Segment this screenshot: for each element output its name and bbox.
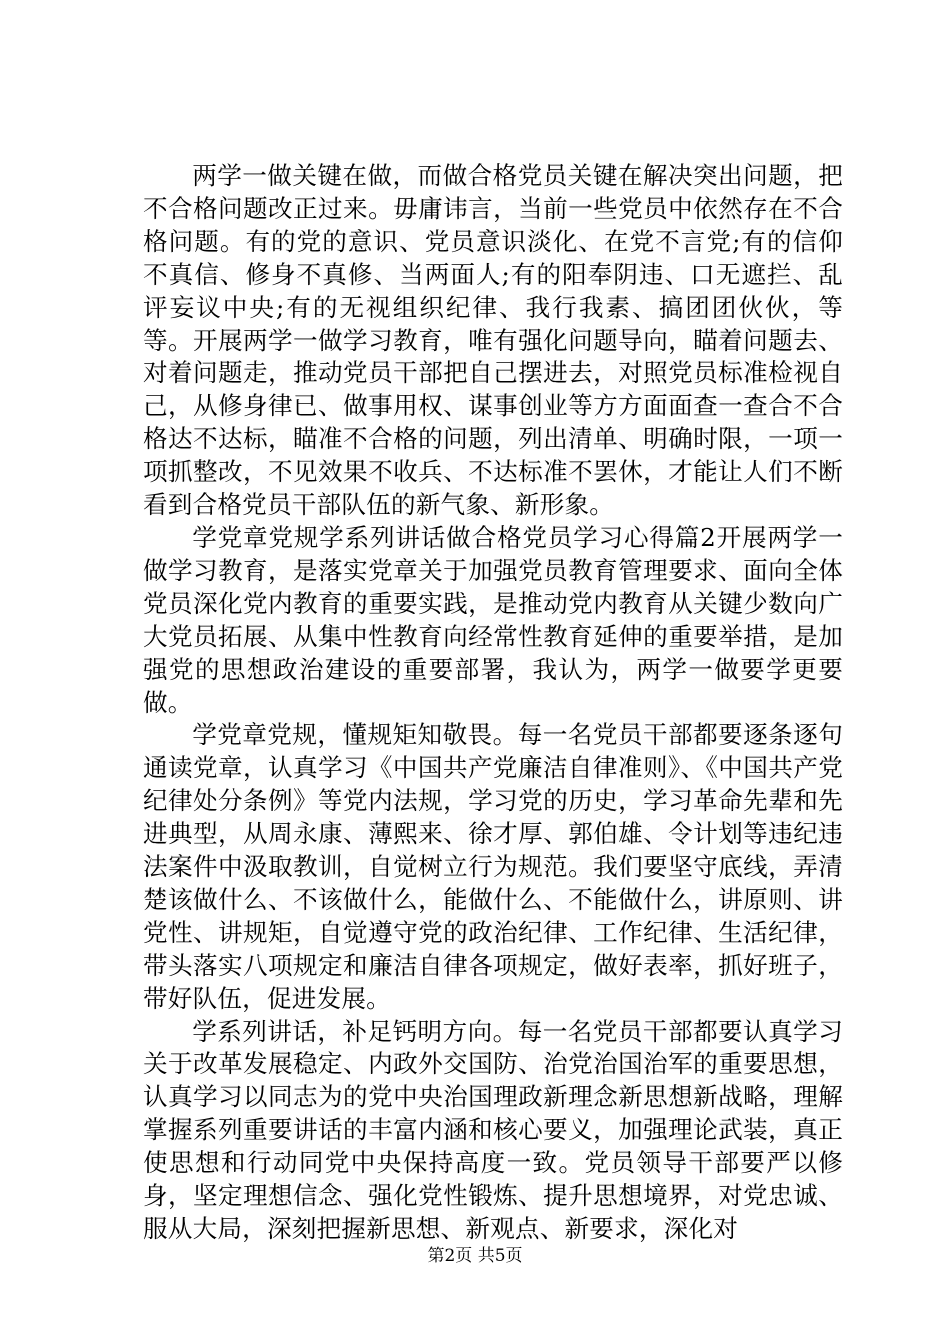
document-body <box>143 160 843 1246</box>
paragraph-3: 学党章党规，懂规矩知敬畏。每一名党员干部都要逐条逐句通读党章，认真学习《中国共产党廉洁自律准则》、《中国共产党纪律处分条例》等党内法规，学习党的历史，学习革命先辈和先进典型，从周永康、薄熙来、徐才厚、郭伯雄、令计划等违纪违法案件中汲取教训，自觉树立行为规范。我们要坚守底线，弄清楚该做什么、不该做什么，能做什么、不能做什么，讲原则、讲党性、讲规矩，自觉遵守党的政治纪律、工作纪律、生活纪律，带头落实八项规定和廉洁自律各项规定，做好表率，抓好班子，带好队伍，促进发展。 <box>143 720 843 1013</box>
page-footer <box>0 1244 950 1268</box>
paragraph-1: 两学一做关键在做，而做合格党员关键在解决突出问题，把不合格问题改正过来。毋庸讳言，当前一些党员中依然存在不合格问题。有的党的意识、党员意识淡化、在党不言党;有的信仰不真信、修身不真修、当两面人;有的阳奉阴违、口无遮拦、乱评妄议中央;有的无视组织纪律、我行我素、搞团团伙伙，等等。开展两学一做学习教育，唯有强化问题导向，瞄着问题去、对着问题走，推动党员干部把自己摆进去，对照党员标准检视自己，从修身律已、做事用权、谋事创业等方方面面查一查合不合格达不达标，瞄准不合格的问题，列出清单、明确时限，一项一项抓整改，不见效果不收兵、不达标准不罢休，才能让人们不断看到合格党员干部队伍的新气象、新形象。 <box>143 161 843 520</box>
page-number: 第2页 共5页 <box>427 1246 523 1266</box>
paragraph-4: 学系列讲话，补足钙明方向。每一名党员干部都要认真学习关于改革发展稳定、内政外交国防、治党治国治军的重要思想，认真学习以同志为的党中央治国理政新理念新思想新战略，理解掌握系列重要讲话的丰富内涵和核心要义，加强理论武装，真正使思想和行动同党中央保持高度一致。党员领导干部要严以修身，坚定理想信念、强化党性锻炼、提升思想境界，对党忠诚、服从大局，深刻把握新思想、新观点、新要求，深化对 <box>143 1016 843 1243</box>
paragraph-2: 学党章党规学系列讲话做合格党员学习心得篇2开展两学一做学习教育，是落实党章关于加强党员教育管理要求、面向全体党员深化党内教育的重要实践，是推动党内教育从关键少数向广大党员拓展、从集中性教育向经常性教育延伸的重要举措，是加强党的思想政治建设的重要部署，我认为，两学一做要学更要做。 <box>143 522 843 717</box>
